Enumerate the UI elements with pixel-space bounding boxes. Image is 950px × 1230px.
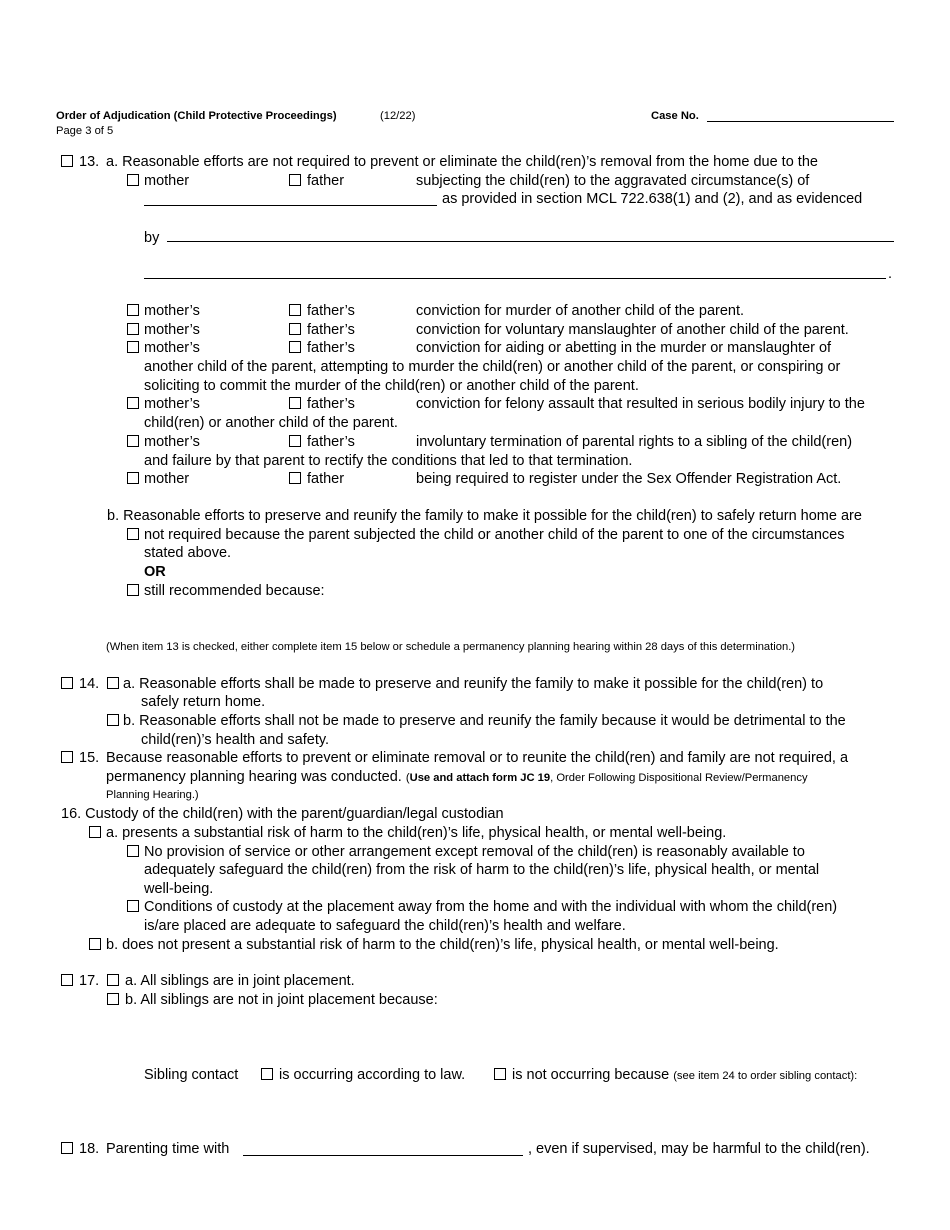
case-no-field[interactable] <box>707 121 894 122</box>
item-16a-checkbox[interactable] <box>89 826 101 838</box>
item-17-checkbox[interactable] <box>61 974 73 986</box>
sibling-contact-occurring-checkbox[interactable] <box>261 1068 273 1080</box>
circumstance-father-checkbox[interactable] <box>289 304 301 316</box>
item-13a-father-checkbox[interactable] <box>289 174 301 186</box>
item-15-text-3: Planning Hearing.) <box>106 789 199 801</box>
item-14a-text: a. Reasonable efforts shall be made to preserve and reunify the family to make it possible for the child(ren) to <box>123 676 824 692</box>
circumstance-father-checkbox[interactable] <box>289 397 301 409</box>
item-16a-no-provision-text-3: well-being. <box>144 881 214 897</box>
item-18-checkbox[interactable] <box>61 1142 73 1154</box>
item-16a-no-provision-text-2: adequately safeguard the child(ren) from the risk of harm to the child(ren)’s life, physical health, or mental <box>144 862 820 878</box>
circumstance-text-continued: and failure by that parent to rectify the conditions that led to that termination. <box>144 453 633 469</box>
item-13b-still-recommended-checkbox[interactable] <box>127 584 139 596</box>
circumstance-father-label: father’s <box>307 322 355 338</box>
circumstance-text: conviction for murder of another child of the parent. <box>416 303 745 319</box>
circumstance-mother-label: mother’s <box>144 396 200 412</box>
circumstance-father-label: father <box>307 471 345 487</box>
sibling-contact-occurring-text: is occurring according to law. <box>279 1067 466 1083</box>
circumstance-mother-label: mother’s <box>144 322 200 338</box>
circumstance-text-continued: soliciting to commit the murder of the child(ren) or another child of the parent. <box>144 378 639 394</box>
circumstance-father-checkbox[interactable] <box>289 341 301 353</box>
item-16a-text: a. presents a substantial risk of harm to the child(ren)’s life, physical health, or mental well-being. <box>106 825 727 841</box>
circumstance-father-label: father’s <box>307 434 355 450</box>
item-18-prefix: Parenting time with <box>106 1141 230 1157</box>
item-15-text: Because reasonable efforts to prevent or eliminate removal or to reunite the child(ren) and family are not required, a <box>106 750 849 766</box>
circumstance-mother-label: mother <box>144 471 190 487</box>
item-15-checkbox[interactable] <box>61 751 73 763</box>
circumstance-text: involuntary termination of parental rights to a sibling of the child(ren) <box>416 434 853 450</box>
item-17-number: 17. <box>79 973 100 989</box>
circumstance-text-continued: child(ren) or another child of the parent. <box>144 415 398 431</box>
item-13b-text: b. Reasonable efforts to preserve and reunify the family to make it possible for the child(ren) to safely return home are <box>107 508 862 524</box>
item-16b-checkbox[interactable] <box>89 938 101 950</box>
item-13a-father-label: father <box>307 173 345 189</box>
circumstance-mother-checkbox[interactable] <box>127 323 139 335</box>
item-17b-text: b. All siblings are not in joint placement because: <box>125 992 438 1008</box>
item-17a-checkbox[interactable] <box>107 974 119 986</box>
item-18-number: 18. <box>79 1141 100 1157</box>
form-title: Order of Adjudication (Child Protective Proceedings) <box>56 110 337 122</box>
sibling-contact-label: Sibling contact <box>144 1067 239 1083</box>
item-16b-text: b. does not present a substantial risk of harm to the child(ren)’s life, physical health, or mental well-being. <box>106 937 779 953</box>
form-date: (12/22) <box>380 110 416 122</box>
item-13a-subjecting-text: subjecting the child(ren) to the aggravated circumstance(s) of <box>416 173 810 189</box>
item-17a-text: a. All siblings are in joint placement. <box>125 973 355 989</box>
item-13-note: (When item 13 is checked, either complete item 15 below or schedule a permanency planning hearing within 28 days of this determination.) <box>106 641 796 653</box>
item-13b-not-required-text: not required because the parent subjected the child or another child of the parent to one of the circumstances <box>144 527 845 543</box>
jc19-reference: Use and attach form JC 19 <box>409 772 551 784</box>
item-13-checkbox[interactable] <box>61 155 73 167</box>
circumstance-father-label: father’s <box>307 303 355 319</box>
item-14-number: 14. <box>79 676 100 692</box>
item-14b-text-2: child(ren)’s health and safety. <box>141 732 330 748</box>
sibling-contact-not-occurring-text: is not occurring because (see item 24 to order sibling contact): <box>512 1067 858 1083</box>
circumstance-mother-label: mother’s <box>144 434 200 450</box>
circumstance-father-checkbox[interactable] <box>289 323 301 335</box>
item-13b-or-label: OR <box>144 564 166 580</box>
item-15-text-2: permanency planning hearing was conducted. (Use and attach form JC 19, Order Following Dispositional Review/Permanency <box>106 769 808 785</box>
circumstance-mother-checkbox[interactable] <box>127 397 139 409</box>
item-13a-mother-checkbox[interactable] <box>127 174 139 186</box>
item-13a-by-label: by <box>144 230 160 246</box>
item-16a-conditions-checkbox[interactable] <box>127 900 139 912</box>
circumstance-father-label: father’s <box>307 396 355 412</box>
circumstance-mother-label: mother’s <box>144 340 200 356</box>
evidenced-by-field-2[interactable] <box>144 278 886 279</box>
circumstance-father-label: father’s <box>307 340 355 356</box>
circumstance-text-continued: another child of the parent, attempting to murder the child(ren) or another child of the parent, or conspiring or <box>144 359 841 375</box>
circumstance-mother-label: mother’s <box>144 303 200 319</box>
item-13a-text: a. Reasonable efforts are not required to prevent or eliminate the child(ren)’s removal from the home due to the <box>106 154 818 170</box>
circumstance-mother-checkbox[interactable] <box>127 304 139 316</box>
item-16a-no-provision-text: No provision of service or other arrangement except removal of the child(ren) is reasonably available to <box>144 844 805 860</box>
circumstance-text: conviction for aiding or abetting in the murder or manslaughter of <box>416 340 832 356</box>
item-14a-text-2: safely return home. <box>141 694 266 710</box>
circumstance-text: conviction for voluntary manslaughter of another child of the parent. <box>416 322 849 338</box>
case-no-label: Case No. <box>651 110 699 122</box>
item-16a-conditions-text: Conditions of custody at the placement away from the home and with the individual with whom the child(ren) <box>144 899 838 915</box>
item-14b-checkbox[interactable] <box>107 714 119 726</box>
circumstance-mother-checkbox[interactable] <box>127 472 139 484</box>
item-14b-text: b. Reasonable efforts shall not be made to preserve and reunify the family because it would be detrimental to the <box>123 713 846 729</box>
circumstance-father-checkbox[interactable] <box>289 435 301 447</box>
page-number: Page 3 of 5 <box>56 125 114 137</box>
item-13a-mother-label: mother <box>144 173 190 189</box>
item-14-checkbox[interactable] <box>61 677 73 689</box>
evidenced-by-period: . <box>888 266 893 282</box>
circumstance-text: conviction for felony assault that resulted in serious bodily injury to the <box>416 396 865 412</box>
circumstance-mother-checkbox[interactable] <box>127 341 139 353</box>
item-13b-not-required-text-2: stated above. <box>144 545 232 561</box>
item-18-suffix: , even if supervised, may be harmful to the child(ren). <box>528 1141 870 1157</box>
item-16a-conditions-text-2: is/are placed are adequate to safeguard the child(ren)’s health and welfare. <box>144 918 626 934</box>
item-17b-checkbox[interactable] <box>107 993 119 1005</box>
parenting-time-with-field[interactable] <box>243 1155 523 1156</box>
item-14a-checkbox[interactable] <box>107 677 119 689</box>
circumstance-mother-checkbox[interactable] <box>127 435 139 447</box>
item-13-number: 13. <box>79 154 100 170</box>
sibling-contact-not-occurring-checkbox[interactable] <box>494 1068 506 1080</box>
item-16-title: 16. Custody of the child(ren) with the parent/guardian/legal custodian <box>61 806 504 822</box>
item-13b-still-recommended-text: still recommended because: <box>144 583 325 599</box>
item-15-number: 15. <box>79 750 100 766</box>
item-13a-as-provided-text: as provided in section MCL 722.638(1) and (2), and as evidenced <box>442 191 863 207</box>
circumstance-text: being required to register under the Sex Offender Registration Act. <box>416 471 842 487</box>
aggravated-circumstance-field[interactable] <box>144 205 437 206</box>
evidenced-by-field-1[interactable] <box>167 241 894 242</box>
item-16a-no-provision-checkbox[interactable] <box>127 845 139 857</box>
circumstance-father-checkbox[interactable] <box>289 472 301 484</box>
item-13b-not-required-checkbox[interactable] <box>127 528 139 540</box>
